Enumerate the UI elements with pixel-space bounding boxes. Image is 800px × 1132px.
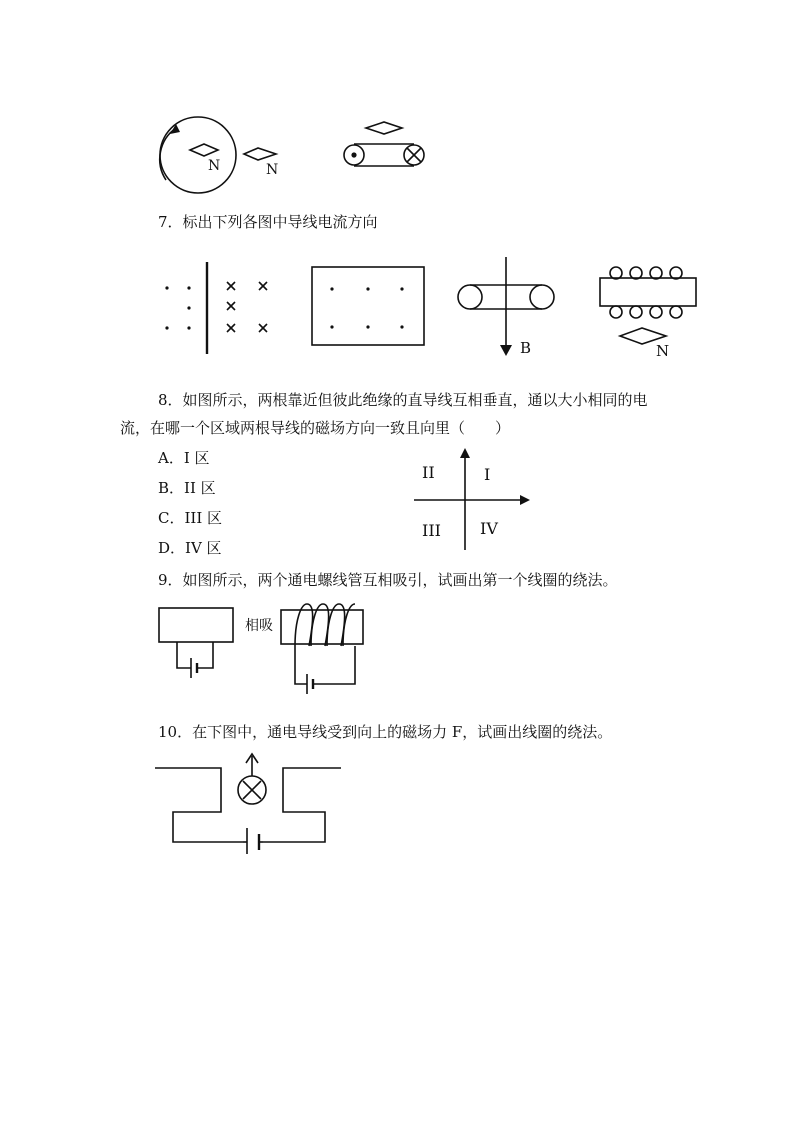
figure-cylinder-wire (340, 118, 440, 176)
q10-text: 10．在下图中，通电导线受到向上的磁场力 F，试画出线圈的绕法。 (158, 723, 613, 741)
second-solenoid (281, 610, 363, 644)
q8-option-b[interactable]: B．II 区 (158, 479, 216, 497)
q8-line1: 8．如图所示，两根靠近但彼此绝缘的直导线互相垂直，通以大小相同的电 (158, 391, 648, 409)
loop-direction-arrow (160, 128, 176, 180)
compass-label: N (656, 342, 670, 360)
q8-line2: 流，在哪一个区域两根导线的磁场方向一致且向里（ ） (120, 419, 511, 437)
compass-outside-label: N (266, 162, 279, 178)
q7-figure-coil-compass (592, 262, 704, 360)
q8-crossed-wires-figure (410, 448, 534, 552)
cylinder-right-end (530, 285, 554, 309)
left-pole (155, 768, 243, 842)
q8-option-d[interactable]: D．IV 区 (158, 539, 222, 557)
compass-inside-label: N (208, 158, 221, 174)
quadrant-iv-label: IV (480, 519, 498, 538)
cylinder-left-end (458, 285, 482, 309)
q8-option-a[interactable]: A．I 区 (158, 449, 210, 467)
field-into-page-icon (227, 282, 267, 332)
coil-core (600, 278, 696, 306)
vertical-arrowhead-icon (460, 448, 470, 458)
current-loop-circle (160, 117, 236, 193)
first-solenoid (159, 608, 233, 642)
figure-circle-compass (150, 110, 280, 200)
second-circuit (295, 646, 307, 684)
first-circuit (177, 642, 191, 668)
quadrant-ii-label: II (422, 463, 435, 482)
field-label: B (520, 339, 532, 357)
q9-solenoids-figure (155, 600, 370, 700)
quadrant-i-label: I (484, 465, 491, 484)
q7-text: 7．标出下列各图中导线电流方向 (158, 213, 378, 231)
rectangular-loop (312, 267, 424, 345)
horizontal-arrowhead-icon (520, 495, 530, 505)
right-pole (263, 768, 341, 842)
compass-needle-icon (366, 122, 402, 134)
q9-text: 9．如图所示，两个通电螺线管互相吸引，试画出第一个线圈的绕法。 (158, 571, 618, 589)
q7-figure-cylinder-field (452, 255, 562, 360)
attract-label: 相吸 (245, 618, 273, 634)
q7-figure-rect-loop (310, 265, 426, 347)
compass-needle-inside-icon (190, 144, 218, 156)
compass-needle-outside-icon (244, 148, 276, 160)
q7-figure-wire-field (155, 258, 275, 358)
q10-magnet-wire-figure (155, 752, 345, 860)
q8-option-c[interactable]: C．III 区 (158, 509, 223, 527)
field-arrowhead-icon (500, 345, 512, 356)
quadrant-iii-label: III (422, 521, 441, 540)
